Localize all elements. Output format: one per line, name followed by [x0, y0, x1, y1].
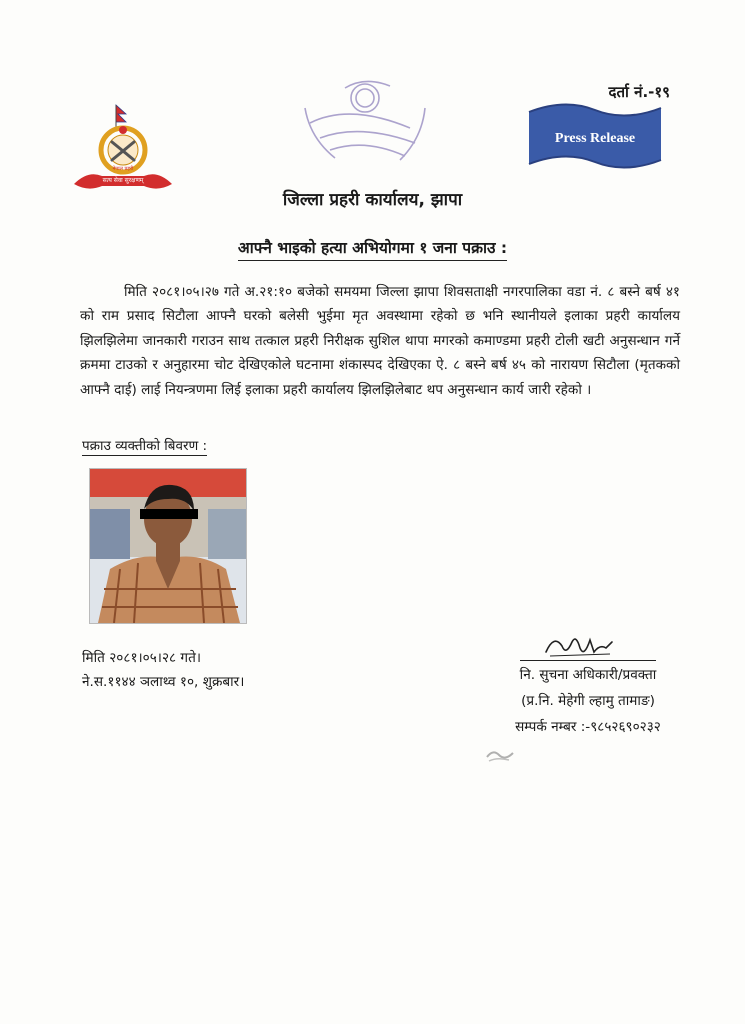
office-title: जिल्ला प्रहरी कार्यालय, झापा	[282, 190, 463, 210]
arrested-person-photo	[89, 468, 247, 624]
body-paragraph: मिति २०८१।०५।२७ गते अ.२१:१० बजेको समयमा जिल्ला झापा शिवसताक्षी नगरपालिका वडा नं. ८ बस्ने बर्ष ४१ को राम प्रसाद सिटौला आफ्नै घरको बलेसी भुईमा मृत अवस्थामा रहेको छ भनि स्थानीयले इलाका प्रहरी कार्यालय झिलझिलेमा जानकारी गराउन साथ तत्काल प्रहरी निरीक्षक सुशिल थापा मगरको कमाण्डमा प्रहरी टोली खटी अनुसन्धान गर्ने क्रममा टाउको र अनुहारमा चोट देखिएकोले घटनामा शंकास्पद देखिएका ऐ. ८ बस्ने बर्ष ४५ को नारायण सिटौला (मृतकको आफ्नै दाई) लाई नियन्त्रणमा लिई इलाका प्रहरी कार्यालय झिलझिलेबाट थप अनुसन्धान कार्य जारी रहेको ।	[80, 284, 680, 398]
body-paragraph-container	[80, 280, 680, 402]
headline-container	[0, 236, 745, 261]
office-seal-icon	[290, 68, 440, 168]
signature-icon	[540, 630, 620, 662]
emblem-ribbon-text: नेपाल प्रहरी	[112, 166, 134, 172]
headline: आफ्नै भाइको हत्या अभियोगमा १ जना पक्राउ :	[238, 236, 507, 261]
officer-name: (प्र.नि. मेहेगी ल्हामु तामाङ)	[521, 693, 655, 709]
release-date-bs: मिति २०८१।०५।२८ गते।	[82, 650, 201, 666]
ink-smudge	[485, 745, 515, 765]
release-date-block	[82, 646, 244, 694]
spokesperson-block	[488, 660, 688, 740]
arrested-person-details-label: पक्राउ व्यक्तीको बिवरण :	[82, 438, 208, 454]
press-release-label: Press Release	[554, 131, 636, 146]
registration-number: दर्ता नं.-१९	[608, 83, 670, 101]
officer-title: नि. सुचना अधिकारी/प्रवक्ता	[520, 660, 657, 688]
contact-number: सम्पर्क नम्बर :-९८५२६९०२३२	[515, 719, 661, 735]
release-date-ns: ने.स.११४४ ञलाथ्व १०, शुक्रबार।	[82, 674, 245, 690]
emblem-motto: सत्य सेवा सुरक्षणम्	[102, 177, 144, 184]
nepal-police-emblem-icon	[68, 100, 178, 200]
